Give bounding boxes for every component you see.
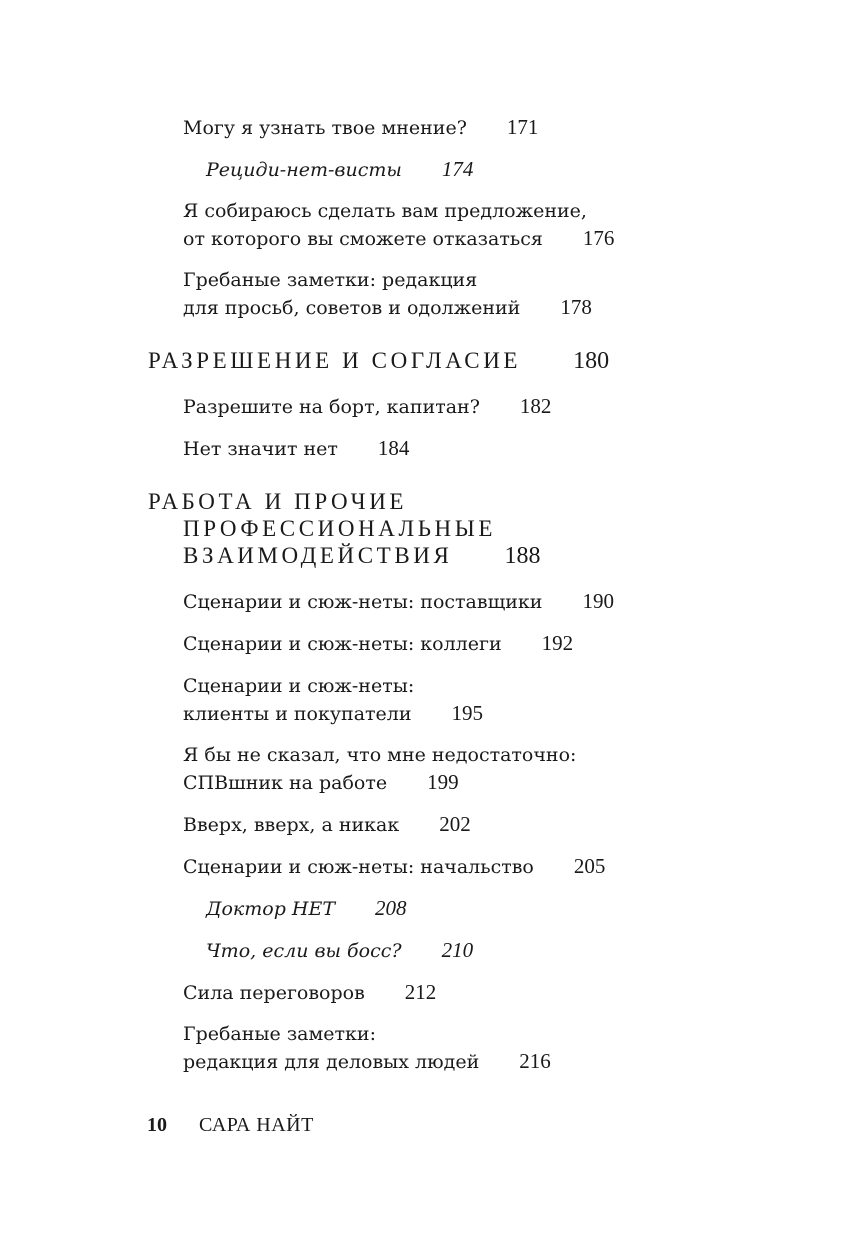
toc-entry [183, 742, 576, 769]
toc-entry [183, 435, 409, 463]
toc-entry-title: Доктор НЕТ [206, 898, 336, 920]
toc-entry-page: 192 [541, 631, 574, 655]
toc-entry [183, 1021, 376, 1048]
toc-entry-page: 182 [519, 394, 552, 418]
toc-section-heading [183, 542, 540, 570]
toc-entry-title: Могу я узнать твое мнение? [183, 117, 467, 139]
toc-section-heading [148, 488, 407, 515]
toc-section-title: РАБОТА И ПРОЧИЕ [148, 489, 408, 514]
toc-entry-title: Гребаные заметки: редакция [183, 269, 478, 291]
toc-entry-title: Сценарии и сюж-неты: начальство [183, 856, 534, 878]
page-footer [147, 1113, 314, 1137]
toc-entry-title: для просьб, советов и одолжений [183, 297, 521, 319]
toc-entry [183, 700, 483, 728]
toc-entry-page: 171 [506, 115, 539, 139]
toc-entry-page: 195 [451, 701, 484, 725]
toc-entry-page: 210 [441, 938, 474, 962]
toc-entry-title: Я собираюсь сделать вам предложение, [183, 200, 587, 222]
toc-entry-title: СПВшник на работе [183, 772, 388, 794]
toc-entry-page: 205 [573, 854, 606, 878]
toc-section-title: ВЗАИМОДЕЙСТВИЯ [183, 543, 453, 568]
toc-entry-page: 190 [582, 589, 614, 613]
toc-entry [183, 811, 471, 839]
toc-entry-title: Я бы не сказал, что мне недостаточно: [183, 744, 577, 766]
toc-entry [183, 630, 573, 658]
toc-entry [183, 114, 538, 142]
toc-section-page: 188 [504, 543, 541, 569]
toc-subentry [206, 895, 407, 923]
toc-entry [183, 267, 477, 294]
footer-page-number: 10 [147, 1114, 167, 1136]
toc-entry-page: 216 [519, 1049, 551, 1073]
toc-entry-title: Рециди-нет-висты [206, 159, 402, 181]
toc-section-title: ПРОФЕССИОНАЛЬНЫЕ [183, 516, 497, 541]
toc-entry [183, 853, 605, 881]
toc-entry-title: клиенты и покупатели [183, 703, 412, 725]
toc-entry-title: редакция для деловых людей [183, 1051, 480, 1073]
toc-entry-page: 178 [560, 295, 592, 319]
toc-entry-title: Гребаные заметки: [183, 1023, 376, 1045]
toc-entry [183, 673, 414, 700]
toc-entry-title: Сила переговоров [183, 982, 365, 1004]
toc-entry-page: 174 [441, 157, 474, 181]
toc-entry [183, 769, 459, 797]
toc-entry-title: Сценарии и сюж-неты: [183, 675, 415, 697]
toc-entry-title: Сценарии и сюж-неты: поставщики [183, 591, 543, 613]
toc-entry-page: 176 [582, 226, 615, 250]
toc-section-heading [148, 347, 609, 375]
toc-section-heading [183, 515, 496, 542]
toc-entry [183, 979, 436, 1007]
toc-entry-page: 199 [427, 770, 459, 794]
toc-entry-title: Нет значит нет [183, 438, 338, 460]
footer-author: САРА НАЙТ [199, 1114, 314, 1136]
toc-entry-page: 202 [439, 812, 471, 836]
toc-section-title: РАЗРЕШЕНИЕ И СОГЛАСИЕ [148, 348, 522, 373]
toc-entry [183, 1048, 551, 1076]
toc-entry-title: Вверх, вверх, а никак [183, 814, 400, 836]
toc-entry-title: Разрешите на борт, капитан? [183, 396, 480, 418]
toc-entry [183, 225, 614, 253]
toc-subentry [206, 156, 473, 184]
toc-entry [183, 393, 551, 421]
toc-entry-page: 208 [375, 896, 407, 920]
toc-entry-title: от которого вы сможете отказаться [183, 228, 543, 250]
toc-entry [183, 588, 614, 616]
toc-subentry [206, 937, 473, 965]
toc-entry [183, 198, 587, 225]
toc-entry-title: Сценарии и сюж-неты: коллеги [183, 633, 502, 655]
toc-entry [183, 294, 592, 322]
toc-section-page: 180 [573, 348, 610, 374]
toc-entry-page: 184 [377, 436, 410, 460]
toc-entry-title: Что, если вы босс? [206, 940, 402, 962]
toc-entry-page: 212 [404, 980, 437, 1004]
